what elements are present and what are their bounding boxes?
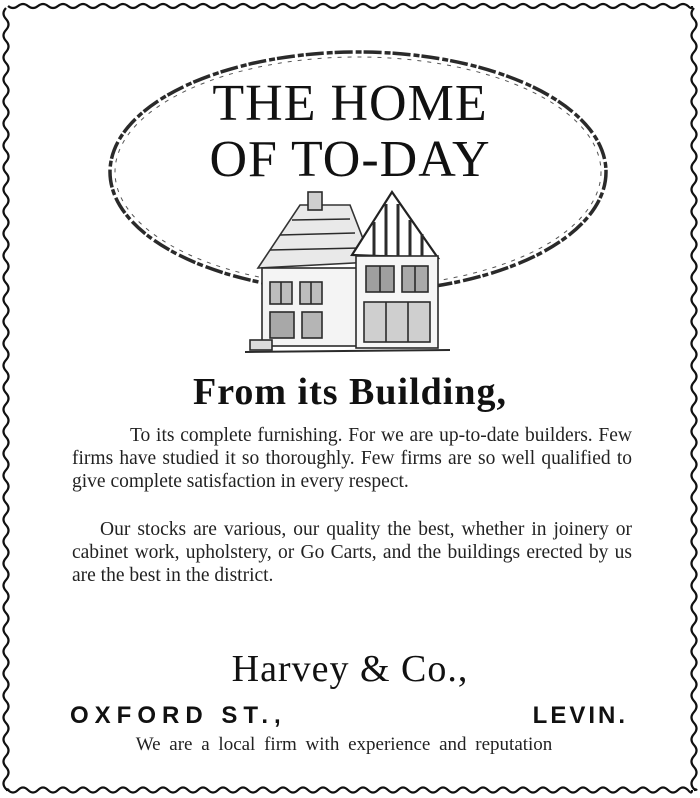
town-name: LEVIN. [532,702,628,729]
firm-name: Harvey & Co., [231,648,469,690]
body-paragraph-1: To its complete furnishing. For we are up-to-date builders. Few firms have studied it so thoroughly. Few firms are so well qualified to give complete satisfaction in every respect. [72,425,632,492]
tagline: We are a local firm with experience and reputation [135,734,553,755]
headline-line-1: THE HOME [212,75,488,132]
body-paragraph-2: Our stocks are various, our quality the best, whether in joinery or cabinet work, upholstery, or Go Carts, and the buildings erected by us are the best in the district. [72,519,632,586]
street-address: OXFORD ST., [70,702,287,729]
headline-line-2: OF TO-DAY [209,131,491,188]
subheadline: From its Building, [193,371,507,413]
